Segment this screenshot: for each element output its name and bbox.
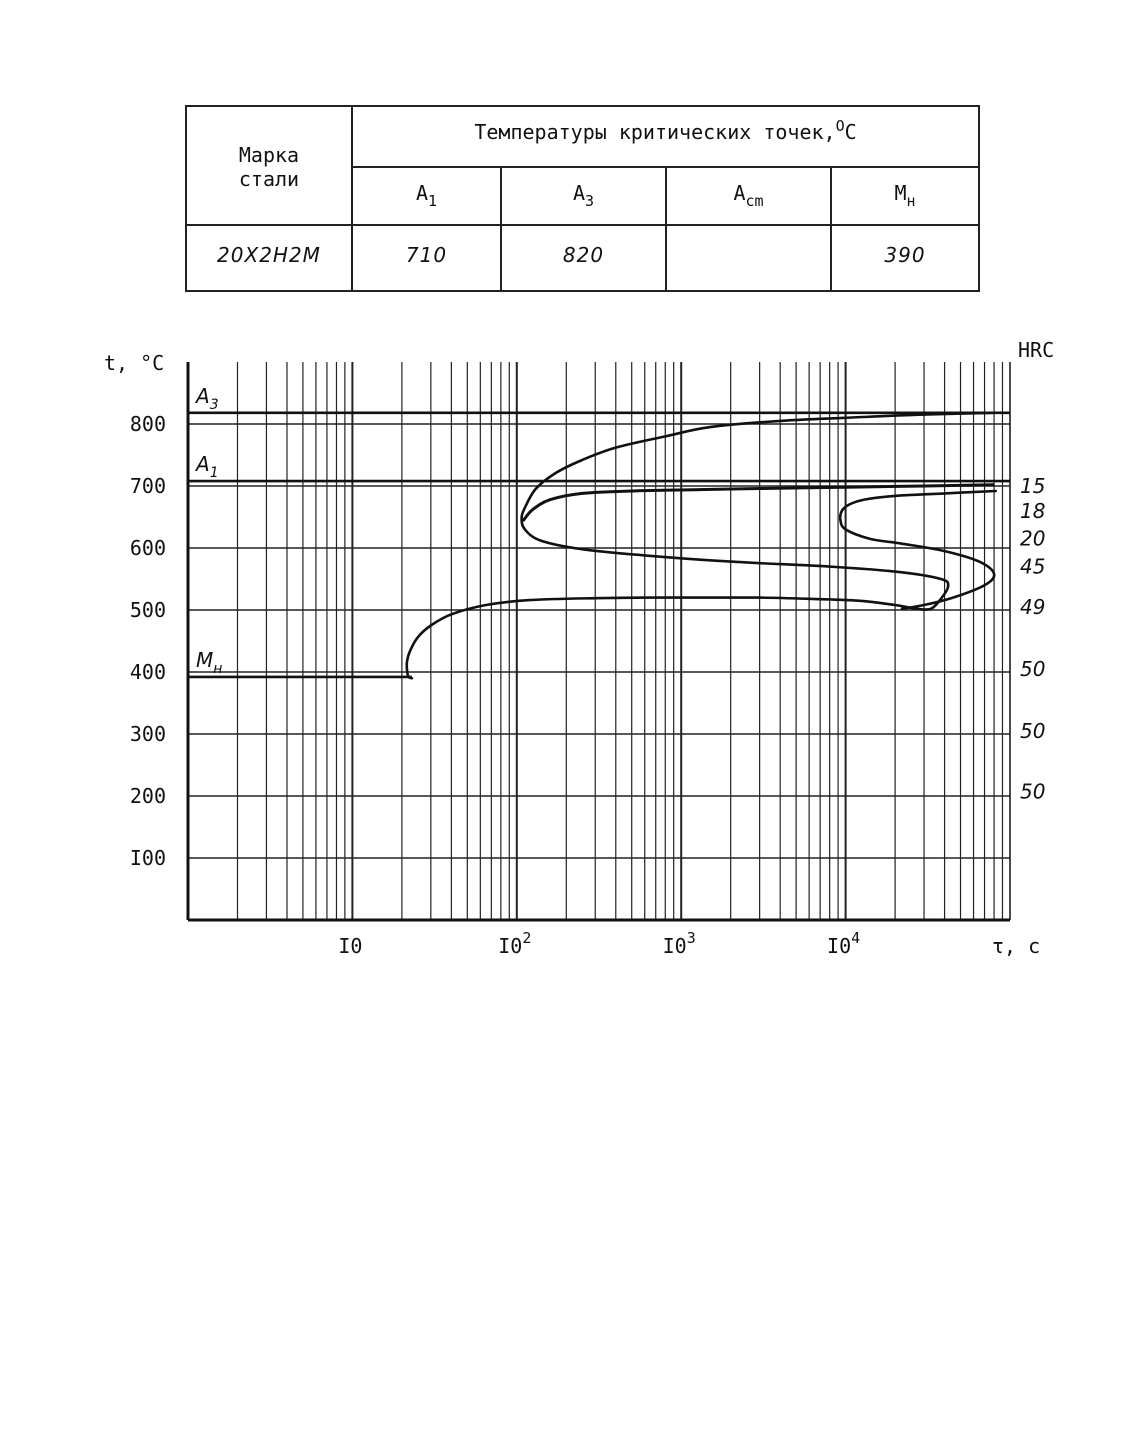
x-tick-exponent: 3 [686, 929, 696, 947]
x-tick-labels [338, 929, 860, 958]
col-a1-sub: 1 [428, 192, 438, 210]
x-tick-100: $I0^2$ [498, 929, 532, 958]
x-tick-exponent: 2 [522, 929, 532, 947]
curve-2 [840, 491, 996, 609]
y-tick-200: 200 [129, 784, 166, 808]
steel-grade-header-line2: стали [238, 167, 300, 191]
chart-grid [188, 362, 1010, 920]
y-tick-600: 600 [129, 536, 166, 560]
curve-1 [524, 485, 994, 520]
y-tick-500: 500 [129, 598, 166, 622]
hrc-value-4: 49 [1020, 594, 1046, 619]
y-tick-100: I00 [129, 846, 166, 870]
critical-points-header-text: Температуры критических точек, [474, 120, 836, 144]
critical-label-A3: $A_3$ [196, 383, 219, 413]
hrc-value-3: 45 [1020, 554, 1046, 579]
hrc-value-7: 50 [1020, 779, 1046, 804]
hrc-axis-label: HRC [1018, 338, 1055, 362]
cell-a1: 710 [405, 243, 448, 267]
x-tick-10: I0 [338, 934, 363, 958]
y-tick-300: 300 [129, 722, 166, 746]
col-a1-letter: A [415, 181, 428, 205]
cell-mn: 390 [884, 243, 926, 267]
critical-label-sub: н [213, 660, 223, 677]
y-tick-400: 400 [129, 660, 166, 684]
steel-grade-header-line1: Марка [238, 143, 300, 167]
hrc-value-0: 15 [1020, 474, 1046, 498]
celsius-unit: C [844, 120, 857, 144]
col-a3-letter: A [572, 181, 585, 205]
critical-label-Mн: $M_н$ [196, 647, 223, 677]
y-axis-label: t, °C [104, 351, 165, 375]
critical-label-sub: 3 [209, 396, 219, 413]
cell-a3: 820 [562, 243, 605, 267]
hrc-value-1: 18 [1020, 498, 1046, 523]
col-acm-letter: A [733, 181, 746, 205]
transformation-curves [407, 413, 996, 678]
degree-sup: O [835, 117, 845, 135]
x-axis-label: τ, с [992, 934, 1041, 958]
col-a3-sub: 3 [585, 192, 595, 210]
axis-labels [104, 338, 1054, 958]
chart-frame [188, 362, 1010, 920]
critical-lines [188, 384, 1010, 677]
y-tick-labels [130, 412, 166, 870]
critical-label-sub: 1 [209, 465, 219, 482]
x-tick-exponent: 4 [851, 929, 861, 947]
x-tick-1000: $I0^3$ [662, 929, 696, 958]
hrc-value-6: 50 [1020, 718, 1046, 743]
hrc-labels [1020, 474, 1045, 804]
col-mn-sub: н [906, 192, 916, 210]
y-tick-800: 800 [129, 412, 166, 436]
hrc-value-5: 50 [1020, 656, 1046, 681]
x-tick-10000: $I0^4$ [827, 929, 861, 958]
critical-label-A1: $A_1$ [196, 452, 219, 482]
col-acm-sub: cm [745, 192, 764, 210]
cell-grade: 20X2H2M [217, 243, 321, 267]
col-mn-letter: M [894, 181, 907, 205]
hrc-value-2: 20 [1020, 526, 1046, 551]
y-tick-700: 700 [129, 474, 166, 498]
